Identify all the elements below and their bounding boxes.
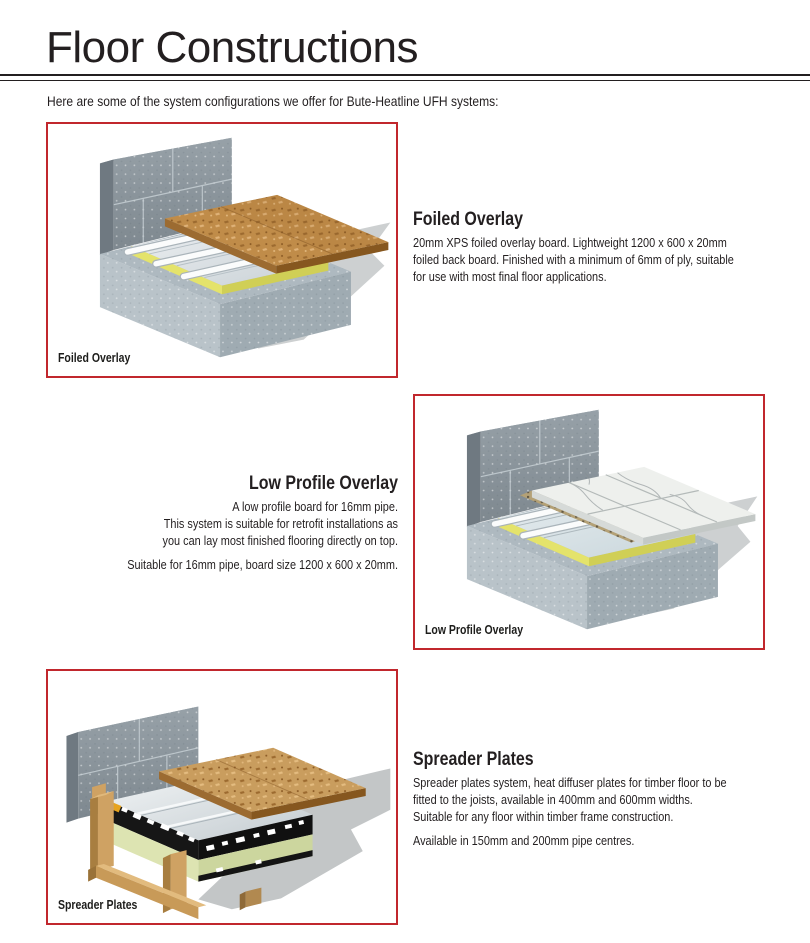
page-title: Floor Constructions xyxy=(46,23,418,72)
section-spreader-plates-text xyxy=(413,749,727,849)
foiled-overlay-illustration xyxy=(48,124,396,376)
figure-foiled-overlay xyxy=(46,122,398,378)
section-heading: Spreader Plates xyxy=(413,749,534,770)
body-line: you can lay most finished flooring directly on top. xyxy=(162,533,398,548)
section-foiled-overlay-text xyxy=(413,209,734,285)
title-divider xyxy=(0,74,810,81)
figure-spreader-plates xyxy=(46,669,398,925)
body-line: foiled back board. Finished with a minimum of 6mm of ply, suitable xyxy=(413,252,734,267)
figure-label: Foiled Overlay xyxy=(58,351,131,365)
section-heading: Low Profile Overlay xyxy=(248,473,398,494)
body-line: for use with most final floor applications. xyxy=(413,269,607,284)
intro-text: Here are some of the system configurations we offer for Bute-Heatline UFH systems: xyxy=(47,93,499,109)
figure-label: Spreader Plates xyxy=(58,898,138,912)
body-line: 20mm XPS foiled overlay board. Lightweight 1200 x 600 x 20mm xyxy=(413,235,727,250)
low-profile-overlay-illustration xyxy=(415,396,763,648)
spreader-plates-illustration xyxy=(48,671,396,923)
body-line: fitted to the joists, available in 400mm and 600mm widths. xyxy=(413,792,693,807)
body-line: This system is suitable for retrofit installations as xyxy=(163,516,398,531)
body-note: Available in 150mm and 200mm pipe centres. xyxy=(413,833,635,848)
figure-low-profile-overlay xyxy=(413,394,765,650)
body-line: A low profile board for 16mm pipe. xyxy=(232,499,398,514)
body-line: Spreader plates system, heat diffuser plates for timber floor to be xyxy=(413,775,727,790)
section-low-profile-overlay-text xyxy=(97,473,398,573)
body-note: Suitable for 16mm pipe, board size 1200 x 600 x 20mm. xyxy=(127,557,398,572)
body-line: Suitable for any floor within timber frame construction. xyxy=(413,809,674,824)
section-heading: Foiled Overlay xyxy=(413,209,524,230)
figure-label: Low Profile Overlay xyxy=(425,623,524,637)
